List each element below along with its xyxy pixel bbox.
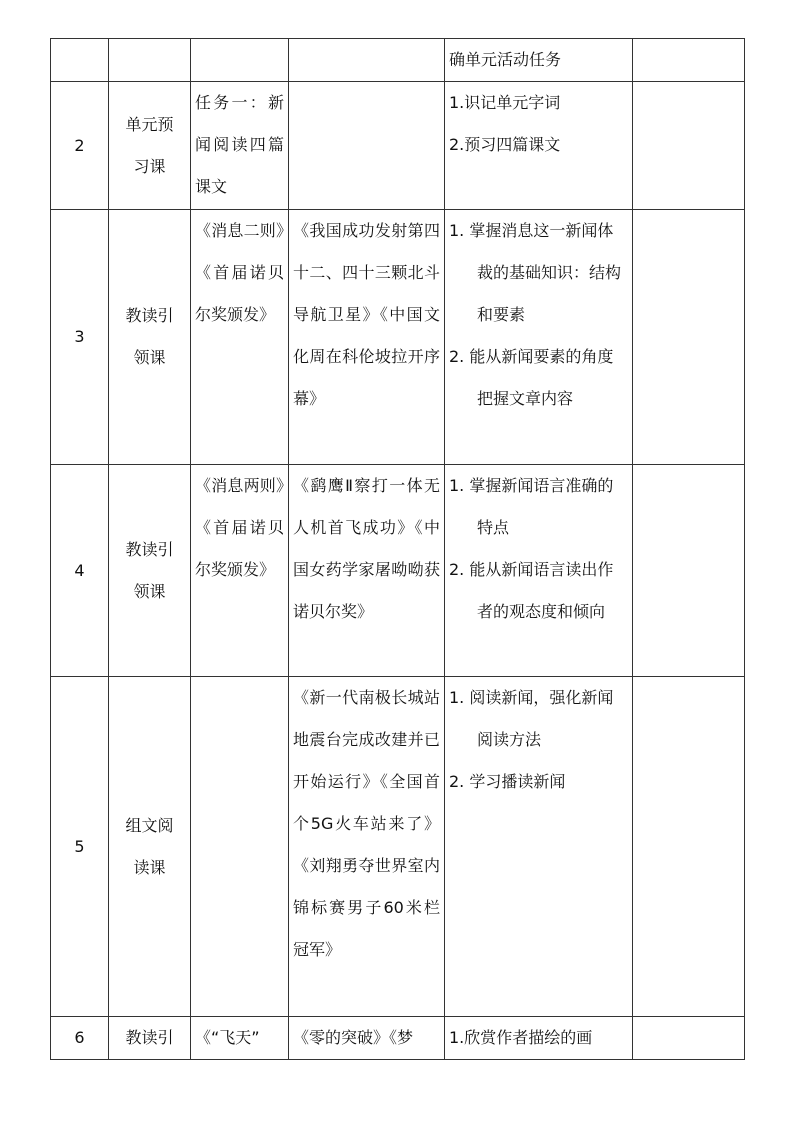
- lesson-type-cell: [109, 39, 191, 82]
- lesson-type-line: 单元预: [125, 114, 174, 134]
- goal-item: 1. 掌握消息这一新闻体裁的基础知识：结构和要素: [449, 221, 622, 324]
- task-cell: 《“飞天”: [191, 1017, 289, 1060]
- task-cell: 任务一：新闻阅读四篇课文: [191, 82, 289, 210]
- lesson-number-cell: 4: [51, 465, 109, 677]
- goals-cell: [445, 1017, 633, 1060]
- goals-cell: [445, 39, 633, 82]
- lesson-type-line: 领课: [133, 581, 166, 601]
- extra-cell: [633, 39, 745, 82]
- extra-cell: [633, 1017, 745, 1060]
- table-body: [51, 39, 745, 1060]
- task-cell: [191, 677, 289, 1017]
- goal-item: 1. 阅读新闻，强化新闻阅读方法: [449, 688, 614, 749]
- lesson-number-cell: 5: [51, 677, 109, 1017]
- task-cell: [191, 39, 289, 82]
- texts-cell: [289, 82, 445, 210]
- lesson-plan-table: [50, 38, 745, 1060]
- goal-item: 2. 学习播读新闻: [449, 772, 566, 791]
- lesson-type-cell: [109, 465, 191, 677]
- lesson-type-line: 教读引: [125, 539, 174, 559]
- goal-item: 2. 能从新闻要素的角度把握文章内容: [449, 347, 614, 408]
- goals-cell: [445, 82, 633, 210]
- table-row: [51, 1017, 745, 1060]
- lesson-number-cell: 6: [51, 1017, 109, 1060]
- goal-item: 2. 能从新闻语言读出作者的观态度和倾向: [449, 560, 614, 621]
- table-row: [51, 465, 745, 677]
- lesson-type-line: 领课: [133, 348, 166, 367]
- lesson-type-line: 教读引: [125, 306, 174, 325]
- extra-cell: [633, 677, 745, 1017]
- extra-cell: [633, 82, 745, 210]
- extra-cell: [633, 465, 745, 677]
- table-row: [51, 677, 745, 1017]
- extra-cell: [633, 210, 745, 465]
- lesson-type-line: 读课: [133, 857, 166, 877]
- lesson-type-cell: [109, 1017, 191, 1060]
- lesson-number-cell: 2: [51, 82, 109, 210]
- task-cell: 《消息两则》《首届诺贝尔奖颁发》: [191, 465, 289, 677]
- lesson-type-line: 习课: [133, 156, 166, 176]
- goal-item: 2.预习四篇课文: [449, 135, 561, 154]
- goal-item: 确单元活动任务: [449, 50, 562, 69]
- texts-cell: [289, 39, 445, 82]
- goal-item: 1.识记单元字词: [449, 93, 561, 112]
- goals-cell: [445, 465, 633, 677]
- goals-cell: [445, 210, 633, 465]
- table-row: [51, 82, 745, 210]
- goal-item: 1. 掌握新闻语言准确的特点: [449, 476, 614, 537]
- lesson-type-cell: [109, 210, 191, 465]
- task-cell: 《消息二则》《首届诺贝尔奖颁发》: [191, 210, 289, 465]
- lesson-number-cell: [51, 39, 109, 82]
- lesson-type-cell: [109, 677, 191, 1017]
- table-row: [51, 39, 745, 82]
- texts-cell: 《我国成功发射第四十二、四十三颗北斗导航卫星》《中国文化周在科伦坡拉开序幕》: [289, 210, 445, 465]
- lesson-type-line: 教读引: [125, 1028, 174, 1047]
- goals-cell: [445, 677, 633, 1017]
- texts-cell: 《新一代南极长城站地震台完成改建并已开始运行》《全国首个5G火车站来了》《刘翔勇夺世界室内锦标赛男子60米栏冠军》: [289, 677, 445, 1017]
- lesson-type-line: 组文阅: [125, 815, 174, 835]
- table-row: [51, 210, 745, 465]
- texts-cell: 《零的突破》《梦: [289, 1017, 445, 1060]
- goal-item: 1.欣赏作者描绘的画: [449, 1028, 593, 1047]
- lesson-number-cell: 3: [51, 210, 109, 465]
- lesson-type-cell: [109, 82, 191, 210]
- texts-cell: 《鹞鹰Ⅱ察打一体无人机首飞成功》《中国女药学家屠呦呦获诺贝尔奖》: [289, 465, 445, 677]
